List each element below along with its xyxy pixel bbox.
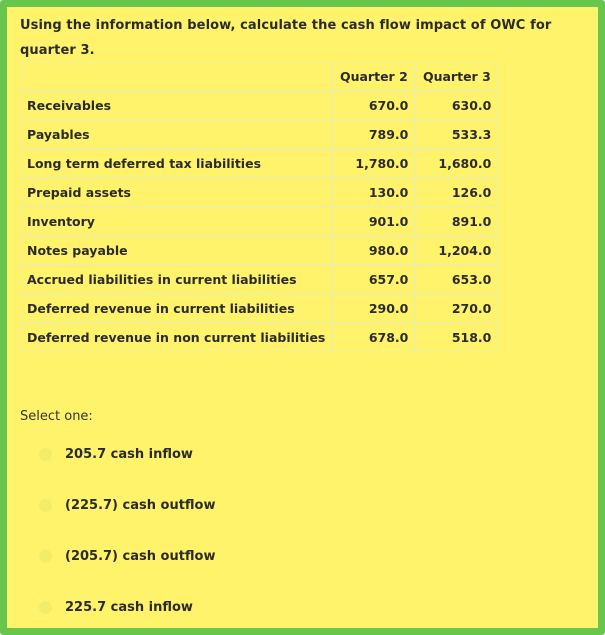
quarter-2-value: 678.0 (332, 323, 415, 352)
quarter-2-value: 130.0 (332, 178, 415, 207)
quarter-3-value: 1,204.0 (415, 236, 498, 265)
header-quarter-3: Quarter 3 (415, 62, 498, 91)
quarter-3-value: 891.0 (415, 207, 498, 236)
answer-option-label: (225.7) cash outflow (65, 497, 216, 513)
answer-option-label: 205.7 cash inflow (65, 446, 193, 462)
radio-button-icon[interactable] (39, 550, 52, 563)
quarter-2-value: 901.0 (332, 207, 415, 236)
row-label: Long term deferred tax liabilities (20, 149, 332, 178)
quarter-2-value: 290.0 (332, 294, 415, 323)
row-label: Accrued liabilities in current liabilities (20, 265, 332, 294)
header-empty (20, 62, 332, 91)
radio-button-icon[interactable] (39, 448, 52, 461)
answer-option-label: 225.7 cash inflow (65, 599, 193, 615)
quarter-3-value: 518.0 (415, 323, 498, 352)
quarter-2-value: 670.0 (332, 91, 415, 120)
table-header-row (20, 62, 498, 91)
answer-option-d[interactable] (39, 596, 193, 618)
table-row (20, 149, 498, 178)
quarter-3-value: 270.0 (415, 294, 498, 323)
quarter-3-value: 1,680.0 (415, 149, 498, 178)
table-row (20, 236, 498, 265)
table-row (20, 265, 498, 294)
answer-option-label: (205.7) cash outflow (65, 548, 216, 564)
table-row (20, 323, 498, 352)
table-row (20, 178, 498, 207)
quarter-2-value: 657.0 (332, 265, 415, 294)
answer-option-b[interactable] (39, 494, 216, 516)
data-table (20, 62, 498, 352)
row-label: Receivables (20, 91, 332, 120)
answer-option-c[interactable] (39, 545, 216, 567)
quarter-2-value: 980.0 (332, 236, 415, 265)
select-one-prompt: Select one: (20, 409, 93, 424)
radio-button-icon[interactable] (39, 499, 52, 512)
table-row (20, 207, 498, 236)
row-label: Inventory (20, 207, 332, 236)
row-label: Notes payable (20, 236, 332, 265)
row-label: Payables (20, 120, 332, 149)
table-row (20, 120, 498, 149)
quarter-3-value: 126.0 (415, 178, 498, 207)
answer-option-a[interactable] (39, 443, 193, 465)
row-label: Deferred revenue in current liabilities (20, 294, 332, 323)
quarter-3-value: 533.3 (415, 120, 498, 149)
radio-button-icon[interactable] (39, 601, 52, 614)
table-row (20, 91, 498, 120)
quarter-2-value: 1,780.0 (332, 149, 415, 178)
question-text: Using the information below, calculate the cash flow impact of OWC for quarter 3. (20, 18, 552, 58)
quarter-2-value: 789.0 (332, 120, 415, 149)
row-label: Deferred revenue in non current liabilities (20, 323, 332, 352)
header-quarter-2: Quarter 2 (332, 62, 415, 91)
table-row (20, 294, 498, 323)
quarter-3-value: 630.0 (415, 91, 498, 120)
quarter-3-value: 653.0 (415, 265, 498, 294)
row-label: Prepaid assets (20, 178, 332, 207)
